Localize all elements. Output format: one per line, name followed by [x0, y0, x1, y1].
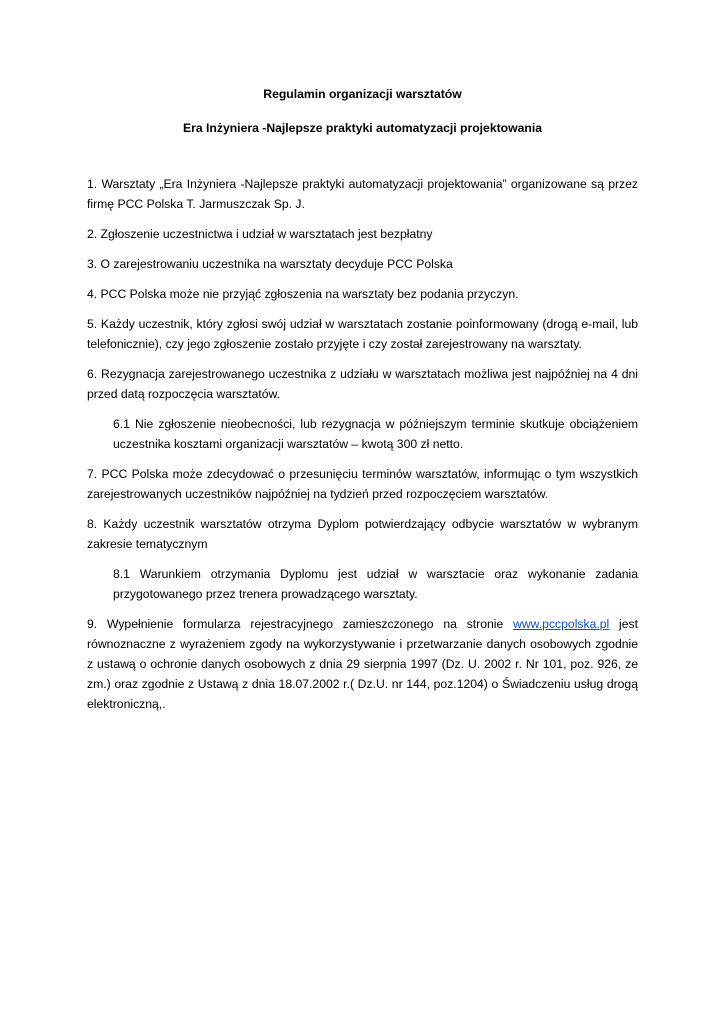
clause-9-text-before: 9. Wypełnienie formularza rejestracyjnego zamieszczonego na stronie — [87, 617, 514, 631]
document-title: Regulamin organizacji warsztatów — [263, 87, 462, 101]
clause-8-1: 8.1 Warunkiem otrzymania Dyplomu jest udział w warsztacie oraz wykonanie zadania przygotowanego przez trenera prowadzącego warsztaty. — [113, 567, 638, 601]
clause-9 — [87, 614, 638, 714]
clause-2: 2. Zgłoszenie uczestnictwa i udział w warsztatach jest bezpłatny — [87, 227, 433, 241]
clause-3: 3. O zarejestrowaniu uczestnika na warsztaty decyduje PCC Polska — [87, 257, 453, 271]
clause-1: 1. Warsztaty „Era Inżyniera -Najlepsze praktyki automatyzacji projektowania” organizowane są przez firmę PCC Polska T. Jarmuszczak Sp. J. — [87, 177, 638, 211]
clause-7: 7. PCC Polska może zdecydować o przesunięciu terminów warsztatów, informując o tym wszystkich zarejestrowanych uczestników najpóźniej na tydzień przed rozpoczęciem warsztatów. — [87, 467, 638, 501]
clause-6-1: 6.1 Nie zgłoszenie nieobecności, lub rezygnacja w późniejszym terminie skutkuje obciążeniem uczestnika kosztami organizacji warsztatów – kwotą 300 zł netto. — [113, 417, 638, 451]
clause-4: 4. PCC Polska może nie przyjąć zgłoszenia na warsztaty bez podania przyczyn. — [87, 287, 519, 301]
document-subtitle: Era Inżyniera -Najlepsze praktyki automatyzacji projektowania — [183, 121, 542, 135]
website-link[interactable]: www.pccpolska.pl — [513, 617, 610, 631]
clause-8: 8. Każdy uczestnik warsztatów otrzyma Dyplom potwierdzający odbycie warsztatów w wybranym zakresie tematycznym — [87, 517, 638, 551]
clause-6: 6. Rezygnacja zarejestrowanego uczestnika z udziału w warsztatach możliwa jest najpóźniej na 4 dni przed datą rozpoczęcia warsztatów. — [87, 367, 638, 401]
clause-9-text-after: jest równoznaczne z wyrażeniem zgody na wykorzystywanie i przetwarzanie danych osobowych zgodnie z ustawą o ochronie danych osobowych z dnia 29 sierpnia 1997 (Dz. U. 2002 r. Nr 101, poz. 926, ze zm.) oraz zgodnie z Ustawą z dnia 18.07.2002 r.( Dz.U. nr 144, poz.1204) o Świadczeniu usług drogą elektroniczną,. — [87, 617, 638, 711]
document-body — [87, 84, 638, 714]
clause-5: 5. Każdy uczestnik, który zgłosi swój udział w warsztatach zostanie poinformowany (drogą e-mail, lub telefonicznie), czy jego zgłoszenie zostało przyjęte i czy został zarejestrowany na warsztaty. — [87, 317, 638, 351]
